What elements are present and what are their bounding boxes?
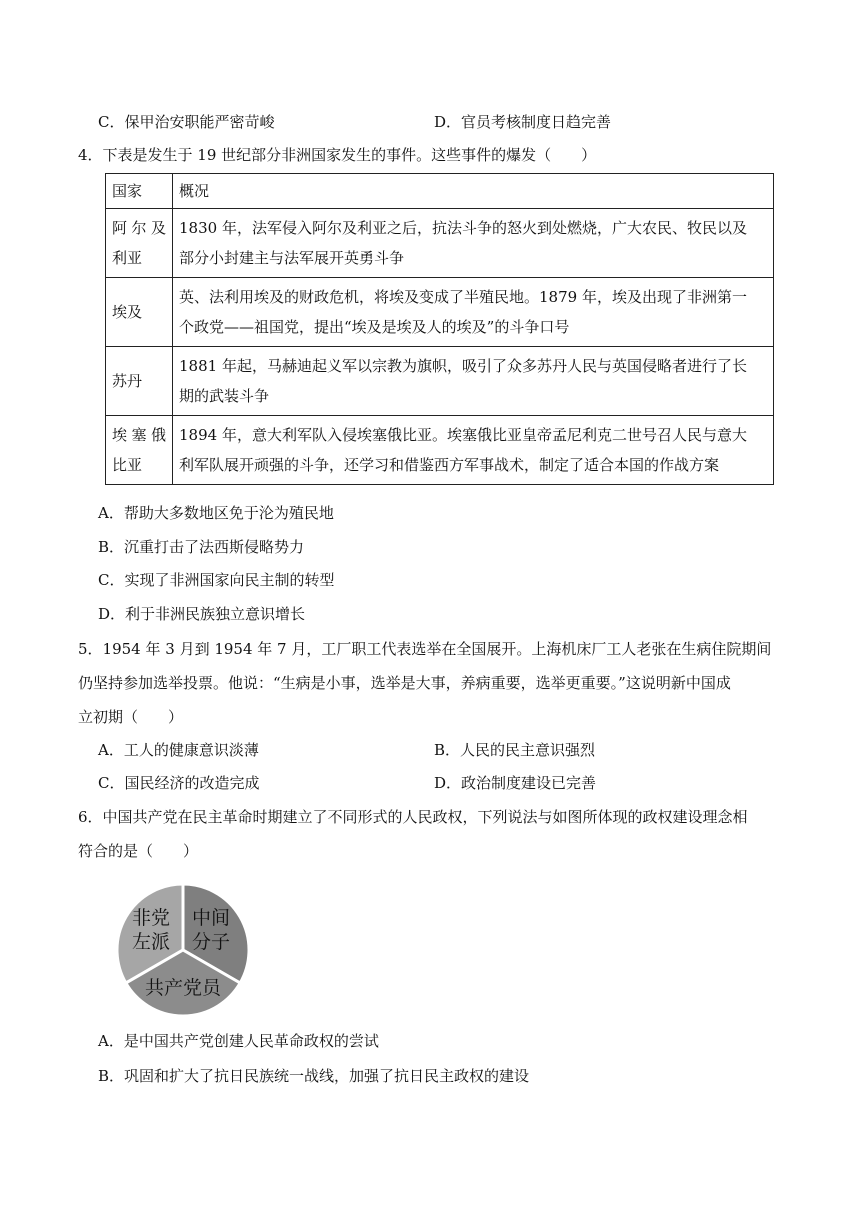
pie-slice-label: 共产党员 bbox=[144, 977, 222, 999]
table-cell-desc bbox=[173, 209, 774, 278]
table-cell-desc bbox=[173, 416, 774, 485]
q3-option-c: C．保甲治安职能严密苛峻 bbox=[98, 113, 275, 131]
desc-line: 1894 年，意大利军队入侵埃塞俄比亚。埃塞俄比亚皇帝孟尼利克二世号召人民与意大 bbox=[179, 426, 747, 444]
events-table bbox=[105, 173, 774, 485]
q4-option-c: C．实现了非洲国家向民主制的转型 bbox=[98, 571, 335, 589]
country-line: 阿尔及 bbox=[112, 219, 166, 237]
q5-option-d: D．政治制度建设已完善 bbox=[434, 774, 597, 792]
table-row bbox=[106, 209, 774, 278]
country-line: 苏丹 bbox=[112, 372, 143, 390]
table-cell-country bbox=[106, 416, 173, 485]
q5-stem-line: 仍坚持参加选举投票。他说：“生病是小事，选举是大事，养病重要，选举更重要。”这说明新中国成 bbox=[78, 674, 731, 692]
table-cell-desc bbox=[173, 347, 774, 416]
regime-composition-pie bbox=[115, 882, 251, 1018]
pie-slice-label: 分子 bbox=[191, 931, 231, 953]
desc-line: 1830 年，法军侵入阿尔及利亚之后，抗法斗争的怒火到处燃烧，广大农民、牧民以及 bbox=[179, 219, 747, 237]
desc-line: 利军队展开顽强的斗争，还学习和借鉴西方军事战术，制定了适合本国的作战方案 bbox=[179, 456, 720, 474]
table-row bbox=[106, 347, 774, 416]
table-header-country: 国家 bbox=[106, 174, 173, 209]
country-line: 埃及 bbox=[112, 303, 143, 321]
country-line: 利亚 bbox=[112, 249, 143, 267]
pie-slice-label: 左派 bbox=[131, 931, 171, 953]
table-cell-desc bbox=[173, 278, 774, 347]
country-line: 埃塞俄 bbox=[112, 426, 166, 444]
table-cell-country bbox=[106, 209, 173, 278]
q5-stem-line: 5．1954 年 3 月到 1954 年 7 月，工厂职工代表选举在全国展开。上海机床厂工人老张在生病住院期间 bbox=[78, 640, 772, 658]
table-cell-country bbox=[106, 347, 173, 416]
q4-option-d: D．利于非洲民族独立意识增长 bbox=[98, 605, 306, 623]
desc-line: 个政党——祖国党，提出“埃及是埃及人的埃及”的斗争口号 bbox=[179, 318, 570, 336]
q4-option-b: B．沉重打击了法西斯侵略势力 bbox=[98, 538, 305, 556]
desc-line: 部分小封建主与法军展开英勇斗争 bbox=[179, 249, 405, 267]
table-header-overview: 概况 bbox=[173, 174, 774, 209]
q4-stem: 4．下表是发生于 19 世纪部分非洲国家发生的事件。这些事件的爆发（ ） bbox=[78, 146, 597, 164]
desc-line: 期的武装斗争 bbox=[179, 387, 270, 405]
country-line: 比亚 bbox=[112, 456, 143, 474]
q6-option-a: A．是中国共产党创建人民革命政权的尝试 bbox=[98, 1032, 379, 1050]
q5-stem-line: 立初期（ ） bbox=[78, 708, 184, 726]
q6-stem-line: 符合的是（ ） bbox=[78, 842, 199, 860]
table-header-row bbox=[106, 174, 774, 209]
desc-line: 英、法利用埃及的财政危机，将埃及变成了半殖民地。1879 年，埃及出现了非洲第一 bbox=[179, 288, 747, 306]
pie-slice-label: 中间 bbox=[191, 907, 231, 929]
q6-stem-line: 6．中国共产党在民主革命时期建立了不同形式的人民政权，下列说法与如图所体现的政权建设理念相 bbox=[78, 808, 748, 826]
q6-option-b: B．巩固和扩大了抗日民族统一战线，加强了抗日民主政权的建设 bbox=[98, 1067, 530, 1085]
pie-slice-label: 非党 bbox=[131, 907, 171, 929]
table-row bbox=[106, 278, 774, 347]
table-row bbox=[106, 416, 774, 485]
q5-option-c: C．国民经济的改造完成 bbox=[98, 774, 260, 792]
q3-option-d: D．官员考核制度日趋完善 bbox=[434, 113, 612, 131]
q4-option-a: A．帮助大多数地区免于沦为殖民地 bbox=[98, 504, 334, 522]
q5-option-a: A．工人的健康意识淡薄 bbox=[98, 741, 259, 759]
table-cell-country bbox=[106, 278, 173, 347]
desc-line: 1881 年起，马赫迪起义军以宗教为旗帜，吸引了众多苏丹人民与英国侵略者进行了长 bbox=[179, 357, 747, 375]
q5-option-b: B．人民的民主意识强烈 bbox=[434, 741, 596, 759]
